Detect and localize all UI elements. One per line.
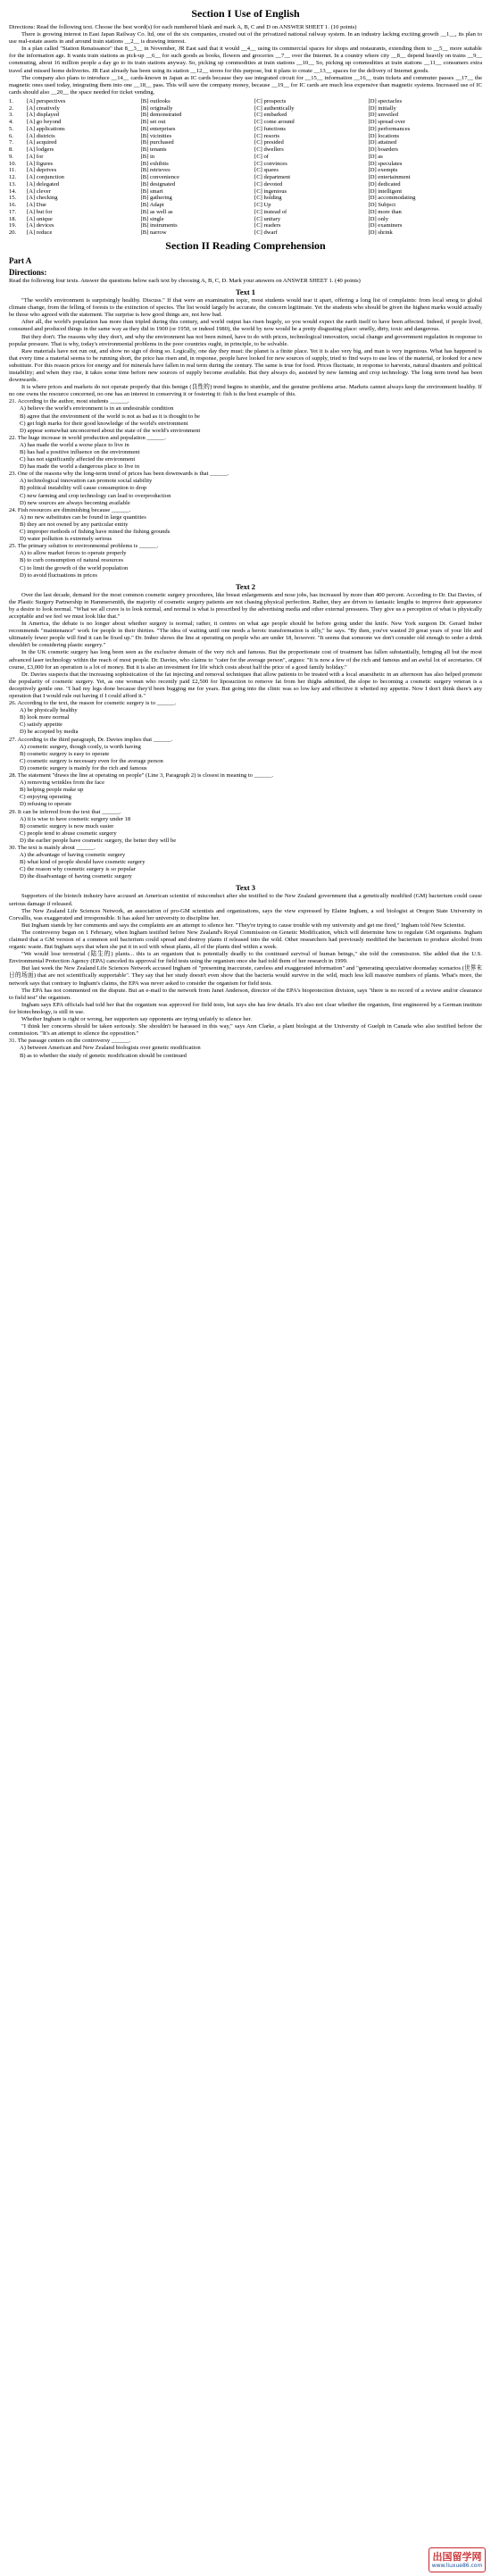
answer-choice: B) has had a positive influence on the environment (20, 449, 140, 455)
option-number: 18. (9, 215, 17, 222)
option-choice-c: [C] unitary (254, 215, 281, 222)
option-choice-b: [B] purchased (140, 139, 174, 146)
option-choice-a: [A] but for (27, 208, 53, 215)
option-choice-d: [D] locations (368, 132, 400, 139)
option-choice-d: [D] more than (368, 208, 402, 215)
option-choice-a: [A] delegated (27, 180, 60, 188)
answer-choice: C) get high marks for their good knowledge of the world's environment (20, 420, 188, 427)
answer-choice: D) cosmetic surgery is mainly for the rich and famous (20, 764, 147, 771)
question-stem: 29. It can be inferred from the text that ______. (9, 808, 121, 815)
option-choice-b: [B] instruments (140, 222, 178, 229)
answer-choice: D) be accepted by media (20, 729, 79, 736)
answer-choice: D) water pollution is extremely serious (20, 536, 112, 543)
directions-label: Directions: (9, 267, 47, 277)
section1-passage (9, 31, 482, 96)
answer-choice: D) refusing to operate (20, 801, 72, 808)
option-choice-a: [A] reduce (27, 229, 53, 237)
answer-choice: D) the disadvantage of having cosmetic surgery (20, 873, 132, 880)
option-choice-b: [B] in (140, 153, 155, 160)
answer-choice: D) the earlier people have cosmetic surgery, the better they will be (20, 837, 177, 844)
part-a-heading: Part A (9, 255, 32, 265)
option-choice-a: [A] checking (27, 195, 58, 202)
passage-paragraph: Supporters of the biotech industry have accused an American scientist of misconduct after she testified to the New Zealand government that a genetically modified (GM) bacterium could cause serious damage if released. (9, 893, 482, 907)
answer-choice: A) technological innovation can promote social stability (20, 478, 153, 485)
passage-paragraph: Ingham says EPA officials had told her that the organism was approved for field tests, but says she has few details. It's also not clear whether the organism, first engineered by a German institute for biotechnology, is still in use. (9, 1001, 482, 1015)
option-number: 17. (9, 208, 17, 215)
option-number: 16. (9, 202, 17, 209)
option-number: 7. (9, 139, 13, 146)
passage-paragraph: Whether Ingham is right or wrong, her supporters say opponents are trying unfairly to silence her. (21, 1016, 253, 1023)
option-number: 5. (9, 125, 13, 132)
passage-paragraph: In the UK cosmetic surgery has long been seen as the exclusive domain of the very rich and famous. But the proportionate cost of treatment has fallen substantially, bringing all but the most advanced laser technology within the reach of most people. Dr. Davies, who claims to "cater for the average person", argues: "It is now a few of the rich and famous and an awful lot of secretaries. Of course, £3,000 for an operation is a lot of money. But it is also an investment for life which costs about half the price of a good family holiday." (9, 649, 482, 671)
answer-choice: D) has made the world a dangerous place to live in (20, 463, 140, 471)
question-stem: 23. One of the reasons why the long-term trend of prices has been downwards is that ______. (9, 471, 229, 478)
passage-paragraph: After all, the world's population has more than tripled during this century, and world output has risen hugely, so you would expect the earth itself to have been affected. Indeed, if people lived, consumed and produced things in the same way as they did in 1900 (or 1950, or indeed 1980), the world by now would be a pretty disgusting place: smelly, dirty, toxic and dangerous. (9, 319, 482, 333)
answer-choice: C) to limit the growth of the world population (20, 564, 129, 571)
option-choice-b: [B] outlooks (140, 97, 171, 104)
option-choice-c: [C] embarked (254, 112, 287, 119)
option-choice-b: [B] tenants (140, 146, 167, 154)
answer-choice: B) look more normal (20, 714, 70, 721)
passage-paragraph: Raw materials have not run out, and show no sign of doing so. Logically, one day they must: the planet is a finite place. Yet it is also very big, and man is very ingenious. What has happened is that every time a material seems to be running short, the price has risen and, in response, people have looked for new sources of supply, tried to find ways to use less of the material, or looked for a new substitute. For this reason prices for energy and for minerals have fallen in real term during the century. The same is true for food. Prices fluctuate, in response to harvests, natural disasters and political instability; and when they rise, it takes some time before new sources of supply become available. But they always do, assisted by new farming and crop technology. The long term trend has been downwards. (9, 347, 482, 384)
option-choice-b: [B] originally (140, 104, 173, 112)
answer-choice: A) no new substitutes can be found in large quantities (20, 513, 146, 521)
option-choice-c: [C] presided (254, 139, 284, 146)
option-choice-c: [C] department (254, 174, 291, 181)
option-number: 6. (9, 132, 13, 139)
site-logo-url: www.liuxue86.com (431, 2562, 483, 2569)
option-number: 3. (9, 112, 13, 119)
option-choice-d: [D] dedicated (368, 180, 401, 188)
site-logo-name: 出国留学网 (432, 2550, 482, 2563)
option-choice-c: [C] readers (254, 222, 281, 229)
answer-choice: B) they are not owned by any particular entity (20, 521, 129, 528)
option-choice-a: [A] applications (27, 125, 65, 132)
option-choice-b: [B] retrieves (140, 167, 171, 174)
answer-choice: A) believe the world's environment is in an undesirable condition (20, 405, 174, 413)
answer-choice: B) cosmetic surgery is easy to operate (20, 750, 110, 757)
option-choice-a: [A] deprives (27, 167, 57, 174)
passage-paragraph: In America, the debate is no longer about whether surgery is normal; rather, it centres on what age people should be before going under the knife. New York surgeon Dr. Gerard Imber recommends "maintenance" work for people in their thirties. "The idea of waiting until one needs a heroic transformation is silly," he says. "By then, you've wasted 20 great years of your life and ultimately fewer people will find it can be fixed up." Dr. Imber shows the line at operating on people who are under 18, however. "It seems that someone we don't consider old enough to order a drink shouldn't be considering plastic surgery." (9, 621, 482, 649)
answer-choice: C) people tend to abuse cosmetic surgery (20, 829, 117, 837)
option-choice-a: [A] creatively (27, 104, 60, 112)
answer-choice: A) to allow market forces to operate properly (20, 550, 127, 557)
option-choice-a: [A] districts (27, 132, 55, 139)
option-choice-b: [B] gathering (140, 195, 172, 202)
option-choice-d: [D] intelligent (368, 188, 403, 195)
option-choice-c: [C] authentically (254, 104, 295, 112)
option-number: 14. (9, 188, 17, 195)
passage-paragraph: It is where prices and markets do not operate properly that this benign (良性的) trend begins to stumble, and the genuine problems arise. Markets cannot always keep the environment healthy. If no one owns the resource concerned, no one has an interest in conserving it or fostering it: fish is the best example of this. (9, 384, 482, 398)
section1-options (9, 98, 482, 237)
option-choice-d: [D] spread over (368, 119, 405, 126)
passage-paragraph: The EPA has not commented on the dispute. But an e-mail to the network from Janet Anderson, director of the EPA's bioprotection division, says "there is no record of a review and/or clearance to field test" the organism. (9, 987, 482, 1001)
option-choice-d: [D] unveiled (368, 112, 399, 119)
option-choice-a: [A] unique (27, 215, 53, 222)
option-choice-d: [D] performances (368, 125, 411, 132)
option-choice-c: [C] come around (254, 119, 295, 126)
option-choice-c: [C] Up (254, 202, 271, 209)
option-choice-d: [D] exempts (368, 167, 398, 174)
option-choice-a: [A] devices (27, 222, 54, 229)
option-number: 19. (9, 222, 17, 229)
question-stem: 31. The passage centers on the controversy ______. (9, 1038, 131, 1045)
option-choice-c: [C] dwellers (254, 146, 284, 154)
option-choice-d: [D] boarders (368, 146, 399, 154)
option-choice-d: [D] entertainment (368, 174, 411, 181)
option-number: 20. (9, 229, 17, 237)
option-choice-a: [A] Due (27, 202, 46, 209)
question-stem: 28. The statement "draws the line at operating on people" (Line 3, Paragraph 2) is closest in meaning to ______. (9, 772, 274, 779)
text3-title: Text 3 (235, 883, 256, 893)
option-number: 15. (9, 195, 17, 202)
passage-paragraph: The New Zealand Life Sciences Network, an association of pro-GM scientists and organizations, says the view expressed by Elaine Ingham, a soil biologist at Oregon State University in Corvallis, was exaggerated and irresponsible. It has asked her university to discipline her. (9, 907, 482, 921)
passage-paragraph: In a plan called "Station Renaissance" that 8__3__ in November, JR East said that it would __4__ using its commercial spaces for shops and restaurants, extending them to __5__ more suitable for the information age. It wants train stations as pick-up __6__ for such goods as books, flowers and groceries __7__ over the Internet. In a country where city __8__ depend heavily on trains __9__ commuting, about 16 million people a day go to its train stations anyway. So, picking up commodities at train stations __10__ So, picking up commodities at train stations __11__ consumers extra travel and missed home deliveries. JR East already has been using its station __12__ stores for this purpose, but it plans to create __13__ spaces for the delivery of Internet goods. (9, 46, 482, 74)
text1-title: Text 1 (235, 288, 256, 297)
option-choice-b: [B] Adapt (140, 202, 164, 209)
option-choice-d: [D] examiners (368, 222, 403, 229)
option-choice-c: [C] resorts (254, 132, 280, 139)
option-choice-c: [C] holding (254, 195, 282, 202)
option-number: 11. (9, 167, 16, 174)
option-choice-c: [C] instead of (254, 208, 287, 215)
answer-choice: A) cosmetic surgery, though costly, is worth having (20, 743, 141, 750)
question-stem: 24. Fish resources are diminishing because ______. (9, 506, 131, 513)
answer-choice: B) helping people make up (20, 787, 84, 794)
option-choice-b: [B] smart (140, 188, 163, 195)
option-choice-c: [C] of (254, 153, 269, 160)
section2-title: Section II Reading Comprehension (165, 238, 326, 252)
answer-choice: B) cosmetic surgery is now much easier (20, 822, 114, 829)
answer-choice: C) improper methods of fishing have mined the fishing grounds (20, 529, 171, 536)
passage-paragraph: There is growing interest in East Japan Railway Co. ltd, one of the six companies, created out of the privatized national railway system. In an industry lacking exciting growth __1__, its plan to use real-estate assets in and around train stations __2__ is drawing interest. (9, 31, 482, 46)
answer-choice: C) new farming and crop technology can lead to overproduction (20, 492, 171, 499)
section1-title: Section I Use of English (191, 7, 300, 20)
site-logo[interactable] (429, 2547, 486, 2572)
option-choice-a: [A] lodgers (27, 146, 54, 154)
answer-choice: A) removing wrinkles from the face (20, 779, 105, 787)
answer-choice: D) new sources are always becoming available (20, 499, 130, 506)
option-choice-b: [B] exhibits (140, 160, 169, 167)
option-choice-d: [D] Subject (368, 202, 396, 209)
answer-choice: B) to curb consumption of natural resources (20, 557, 124, 564)
answer-choice: B) agree that the environment of the world is not as bad as it is thought to be (20, 413, 200, 420)
option-choice-b: [B] designated (140, 180, 176, 188)
option-choice-c: [C] ingenious (254, 188, 287, 195)
answer-choice: A) be physically healthy (20, 707, 78, 714)
question-stem: 30. The text is mainly about ______. (9, 844, 96, 851)
answer-choice: C) enjoying operating (20, 794, 71, 801)
option-choice-a: [A] clever (27, 188, 51, 195)
text2-title: Text 2 (235, 581, 256, 591)
answer-choice: B) as to whether the study of genetic modification should be continued (20, 1052, 187, 1059)
option-choice-c: [C] prospects (254, 97, 287, 104)
option-choice-d: [D] initially (368, 104, 396, 112)
option-choice-a: [A] displayed (27, 112, 60, 119)
option-choice-b: [B] set out (140, 119, 166, 126)
answer-choice: A) between American and New Zealand biologists over genetic modification (20, 1045, 201, 1052)
option-number: 4. (9, 119, 13, 126)
answer-choice: C) satisfy appetite (20, 721, 62, 729)
answer-choice: C) cosmetic surgery is necessary even for the average person (20, 757, 163, 764)
option-choice-b: [B] vicinities (140, 132, 172, 139)
passage-paragraph: The controversy began on 1 February, when Ingham testified before New Zealand's Royal Commission on Genetic Modification, which will determine how to regulate GM organisms. Ingham claimed that a GM version of a common soil bacterium could spread and destroy plants if released into the wild. Other researchers had previously modified the bacterium to produce alcohol from organic waste. But Ingham says that when she put it in soil with wheat plants, all of the plants died within a week. (9, 929, 482, 951)
passage-paragraph: But last week the New Zealand Life Sciences Network accused Ingham of "presenting inaccurate, careless and exaggerated information" and "generating speculative doomsday scenarios (世界末日的场面) that are not scientifically supportable". They say that her study doesn't even show that the bacteria would survive in the wild, much less kill massive numbers of plants. What's more, the network says that contrary to Ingham's claims, the EPA was never asked to consider the organism for field tests. (9, 965, 482, 987)
answer-choice: B) political instability will cause consumption to drop (20, 485, 147, 492)
option-choice-b: [B] enterprises (140, 125, 176, 132)
option-choice-b: [B] as well as (140, 208, 173, 215)
option-choice-a: [A] for (27, 153, 44, 160)
option-choice-c: [C] convinces (254, 160, 287, 167)
option-number: 10. (9, 160, 17, 167)
option-choice-a: [A] go beyond (27, 119, 62, 126)
option-choice-a: [A] acquired (27, 139, 57, 146)
answer-choice: A) it is wise to have cosmetic surgery under 18 (20, 815, 131, 822)
option-number: 1. (9, 97, 13, 104)
option-choice-c: [C] devoted (254, 180, 283, 188)
option-choice-d: [D] accommodating (368, 195, 416, 202)
option-choice-c: [C] dwarf (254, 229, 278, 237)
option-choice-a: [A] figures (27, 160, 54, 167)
option-choice-b: [B] convenience (140, 174, 179, 181)
passage-paragraph: "The world's environment is surprisingly healthy. Discuss." If that were an examination topic, most students would tear it apart, offering a long list of complaints: from local smog to global climate change, from the felling of forests to the extinction of species. The list would largely be accurate, the concern legitimate. Yet the students who should be given the highest marks would actually be those who agreed with the statement. The surprise is how good things are, not how bad. (9, 297, 482, 319)
passage-paragraph: Over the last decade, demand for the most common cosmetic surgery procedures, like breast enlargements and nose jobs, has increased by more than 400 percent. According to Dr. Dai Davies, of the Plastic Surgery Partnership in Hammersmith, the majority of cosmetic surgery patients are not chasing physical perfection. Rather, they are driven to fantastic lengths to improve their appearance by a desire to look normal. "What we all crave is to look normal, and normal is what is prescribed by the advertising media and other external pressures. They give us a perception of what is physically acceptable and we feel we must look like that." (9, 591, 482, 620)
option-number: 8. (9, 146, 13, 154)
option-number: 13. (9, 180, 17, 188)
question-stem: 25. The primary solution to environmental problems is ______. (9, 543, 159, 550)
passage-paragraph: "I think her concerns should be taken seriously. She shouldn't be harassed in this way," says Ann Clarke, a plant biologist at the University of Guelph in Canada who also testified before the commission. "It's an attempt to silence the opposition." (9, 1023, 482, 1038)
option-choice-d: [D] as (368, 153, 383, 160)
option-choice-d: [D] only (368, 215, 389, 222)
answer-choice: C) the reason why cosmetic surgery is so popular (20, 866, 136, 873)
answer-choice: D) appear somewhat unconcerned about the state of the world's environment (20, 427, 201, 434)
question-stem: 27. According to the third paragraph, Dr. Davies implies that ______. (9, 736, 173, 743)
section1-directions: Directions: Read the following text. Choose the best word(s) for each numbered blank and mark A, B, C and D on ANSWER SHEET 1. (10 points) (9, 24, 357, 30)
passage-paragraph: Dr. Davies suspects that the increasing sophistication of the fat injecting and removal techniques that allow patients to be treated with a local anaesthetic in an afternoon has also helped promote the popularity of cosmetic surgery. Yet, as one woman who recently paid £2,500 for liposuction to remove fat from her thighs admitted, the slope to becoming a cosmetic surgery veteran is a deceptively gentle one. "I had my legs done because they'd been bugging me for years. But going into the clinic was so low key and effective it whetted my appetite. Now I don't think there's any operation that I would rule out having if I could afford it." (9, 671, 482, 699)
text1-block (9, 297, 482, 579)
question-stem: 26. According to the text, the reason for cosmetic surgery is to ______. (9, 700, 177, 707)
passage-paragraph: But they don't. The reasons why they don't, and why the environment has not been mined, have to do with prices, technological innovation, social change and government regulation in response to popular pressure. That is why, today's environmental problems in the poor countries ought, in principle, to be solvable. (9, 333, 482, 347)
answer-choice: A) the advantage of having cosmetic surgery (20, 852, 126, 859)
section2-directions: Read the following four texts. Answer the questions below each text by choosing A, B, C, D. Mark your answers on ANSWER SHEET 1. (40 points) (9, 277, 361, 284)
text3-block (9, 893, 482, 1059)
option-choice-b: [B] narrow (140, 229, 167, 237)
passage-paragraph: The company also plans to introduce __14__ cards-known in Japan as IC cards because they use integrated circuit for __15__ information __16__ train tickets and commuter passes __17__ the magnetic ones used today, integrating them into one __18__ pass. This will save the company money, because __19__ for IC cards are much less expensive than magnetic systems. Increased use of IC cards should also __20__ the space needed for ticket vending. (9, 74, 482, 96)
answer-choice: D) to avoid fluctuations in prices (20, 571, 97, 579)
option-choice-d: [D] attained (368, 139, 397, 146)
question-stem: 22. The huge increase in world production and population ______. (9, 434, 166, 441)
option-choice-c: [C] functions (254, 125, 286, 132)
option-choice-a: [A] conjunction (27, 174, 64, 181)
answer-choice: A) has made the world a worse place to live in (20, 441, 129, 448)
answer-choice: C) has not significantly affected the environment (20, 456, 136, 463)
question-stem: 21. According to the author, most students ______. (9, 398, 129, 405)
answer-choice: B) what kind of people should have cosmetic surgery (20, 859, 146, 866)
option-choice-b: [B] demonstrated (140, 112, 182, 119)
option-number: 2. (9, 104, 13, 112)
option-number: 12. (9, 174, 17, 181)
option-number: 9. (9, 153, 13, 160)
option-choice-d: [D] speculates (368, 160, 403, 167)
text2-block (9, 592, 482, 881)
option-choice-a: [A] perspectives (27, 97, 66, 104)
option-choice-d: [D] shrink (368, 229, 393, 237)
option-choice-c: [C] spares (254, 167, 279, 174)
passage-paragraph: But Ingham stands by her comments and says the complaints are an attempt to silence her. "They're trying to cause trouble with my university and get me fired," Ingham told New Scientist. (21, 921, 466, 929)
passage-paragraph: "We would lose terrestrial (陆生的) plants... this is an organism that is potentially deadly to the continued survival of human beings," she told the commission. She added that the U.S. Environmental Protection Agency (EPA) canceled its approval for field tests using the organism once she had told them of her research in 1999. (9, 951, 482, 965)
option-choice-d: [D] spectacles (368, 97, 403, 104)
option-choice-b: [B] single (140, 215, 164, 222)
